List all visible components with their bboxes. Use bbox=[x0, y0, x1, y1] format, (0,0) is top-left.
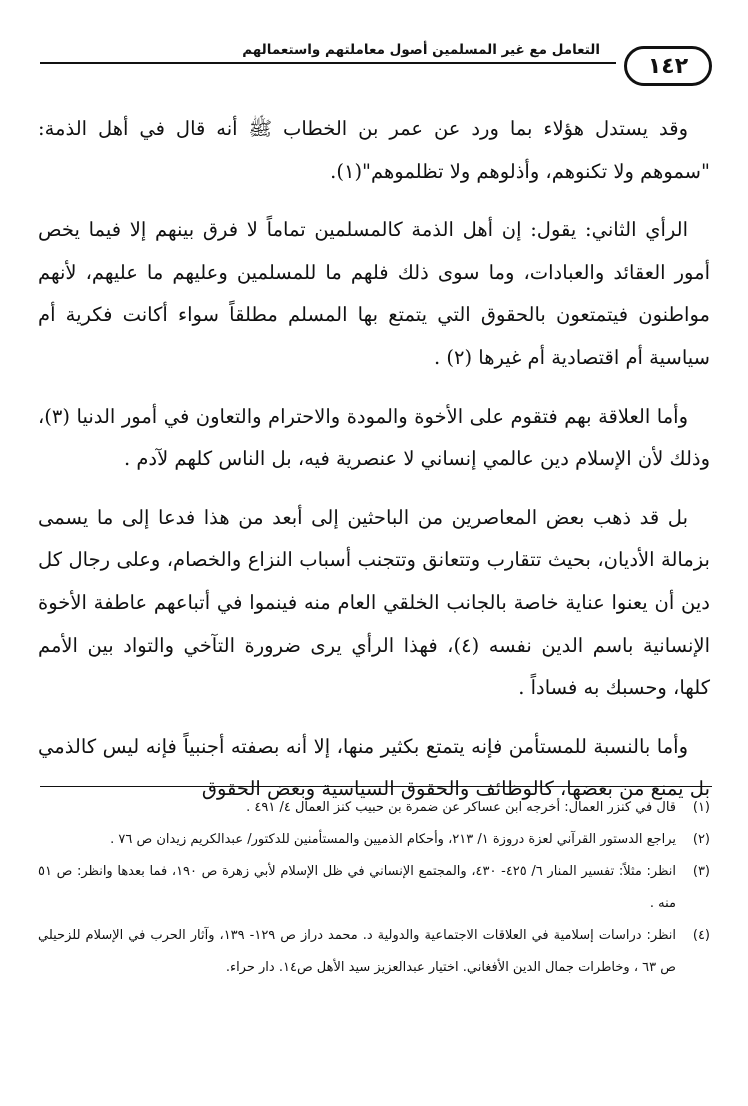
footnote bbox=[38, 920, 710, 984]
footnote bbox=[38, 856, 710, 920]
paragraph: وأما بالنسبة للمستأمن فإنه يتمتع بكثير منها، إلا أنه بصفته أجنبياً فإنه ليس كالذمي بل يمنع من بعضها، كالوظائف والحقوق السياسية وبعض الحقوق bbox=[38, 734, 710, 801]
footnote bbox=[38, 824, 710, 856]
page-number: ١٤٢ bbox=[624, 46, 712, 86]
paragraph: وأما العلاقة بهم فتقوم على الأخوة والمودة والاحترام والتعاون في أمور الدنيا (٣)، وذلك لأن الإسلام دين عالمي إنساني لا عنصرية فيه، بل الناس كلهم لآدم . bbox=[38, 404, 710, 471]
running-title: التعامل مع غير المسلمين أصول معاملتهم واستعمالهم bbox=[242, 42, 600, 58]
main-text bbox=[38, 108, 710, 827]
header-rule bbox=[40, 62, 616, 64]
paragraph: الرأي الثاني: يقول: إن أهل الذمة كالمسلمين تماماً لا فرق بينهم إلا فيما يخص أمور العقائد والعبادات، وما سوى ذلك فلهم ما للمسلمين وعليهم ما عليهم، لأنهم مواطنون فيتمتعون بالحقوق التي يتمتع بها المسلم مطلقاً سواء أكانت فكرية أم سياسية أم اقتصادية أم غيرها (٢) . bbox=[38, 218, 710, 369]
footnote-text: يراجع الدستور القرآني لعزة دروزة ١/ ٢١٣، وأحكام الذميين والمستأمنين للدكتور/ عبدالكريم زيدان ص ٧٦ . bbox=[110, 832, 676, 847]
footnote bbox=[38, 792, 710, 824]
paragraph: بل قد ذهب بعض المعاصرين من الباحثين إلى أبعد من هذا فدعا إلى ما يسمى بزمالة الأديان، بحيث تتقارب وتتعانق وتتجنب أسباب النزاع والخصام، وعلى رجال كل دين أن يعنوا عناية خاصة بالجانب الخلقي العام منه فينموا في أتباعهم عاطفة الأخوة الإنسانية باسم الدين نفسه (٤)، فهذا الرأي يرى ضرورة التآخي والتواد بين الأمم كلها، وحسبك به فساداً . bbox=[38, 505, 711, 700]
footnote-separator bbox=[40, 786, 712, 787]
footnote-number: (١) bbox=[692, 800, 710, 815]
footnotes bbox=[38, 792, 710, 984]
footnote-number: (٢) bbox=[692, 832, 710, 847]
footnote-number: (٣) bbox=[692, 864, 710, 879]
page-header bbox=[40, 38, 712, 88]
footnote-text: انظر: مثلاً: تفسير المنار ٦/ ٤٢٥- ٤٣٠، والمجتمع الإنساني في ظل الإسلام لأبي زهرة ص ١٩٠، فما بعدها وانظر: ص ٥١ منه . bbox=[38, 864, 676, 911]
footnote-text: انظر: دراسات إسلامية في العلاقات الاجتماعية والدولية د. محمد دراز ص ١٢٩- ١٣٩، وآثار الحرب في الإسلام للزحيلي ص ٦٣ ، وخاطرات جمال الدين الأفغاني. اختيار عبدالعزيز سيد الأهل ص١٤. دار حراء. bbox=[38, 928, 677, 975]
footnote-text: قال في كنزر العمال: أخرجه ابن عساكر عن ضمرة بن حبيب كنز العمال ٤/ ٤٩١ . bbox=[246, 800, 676, 815]
footnote-number: (٤) bbox=[692, 928, 710, 943]
paragraph: وقد يستدل هؤلاء بما ورد عن عمر بن الخطاب ﷺ أنه قال في أهل الذمة: "سموهم ولا تكنوهم، وأذلوهم ولا تظلموهم"(١). bbox=[38, 117, 710, 183]
